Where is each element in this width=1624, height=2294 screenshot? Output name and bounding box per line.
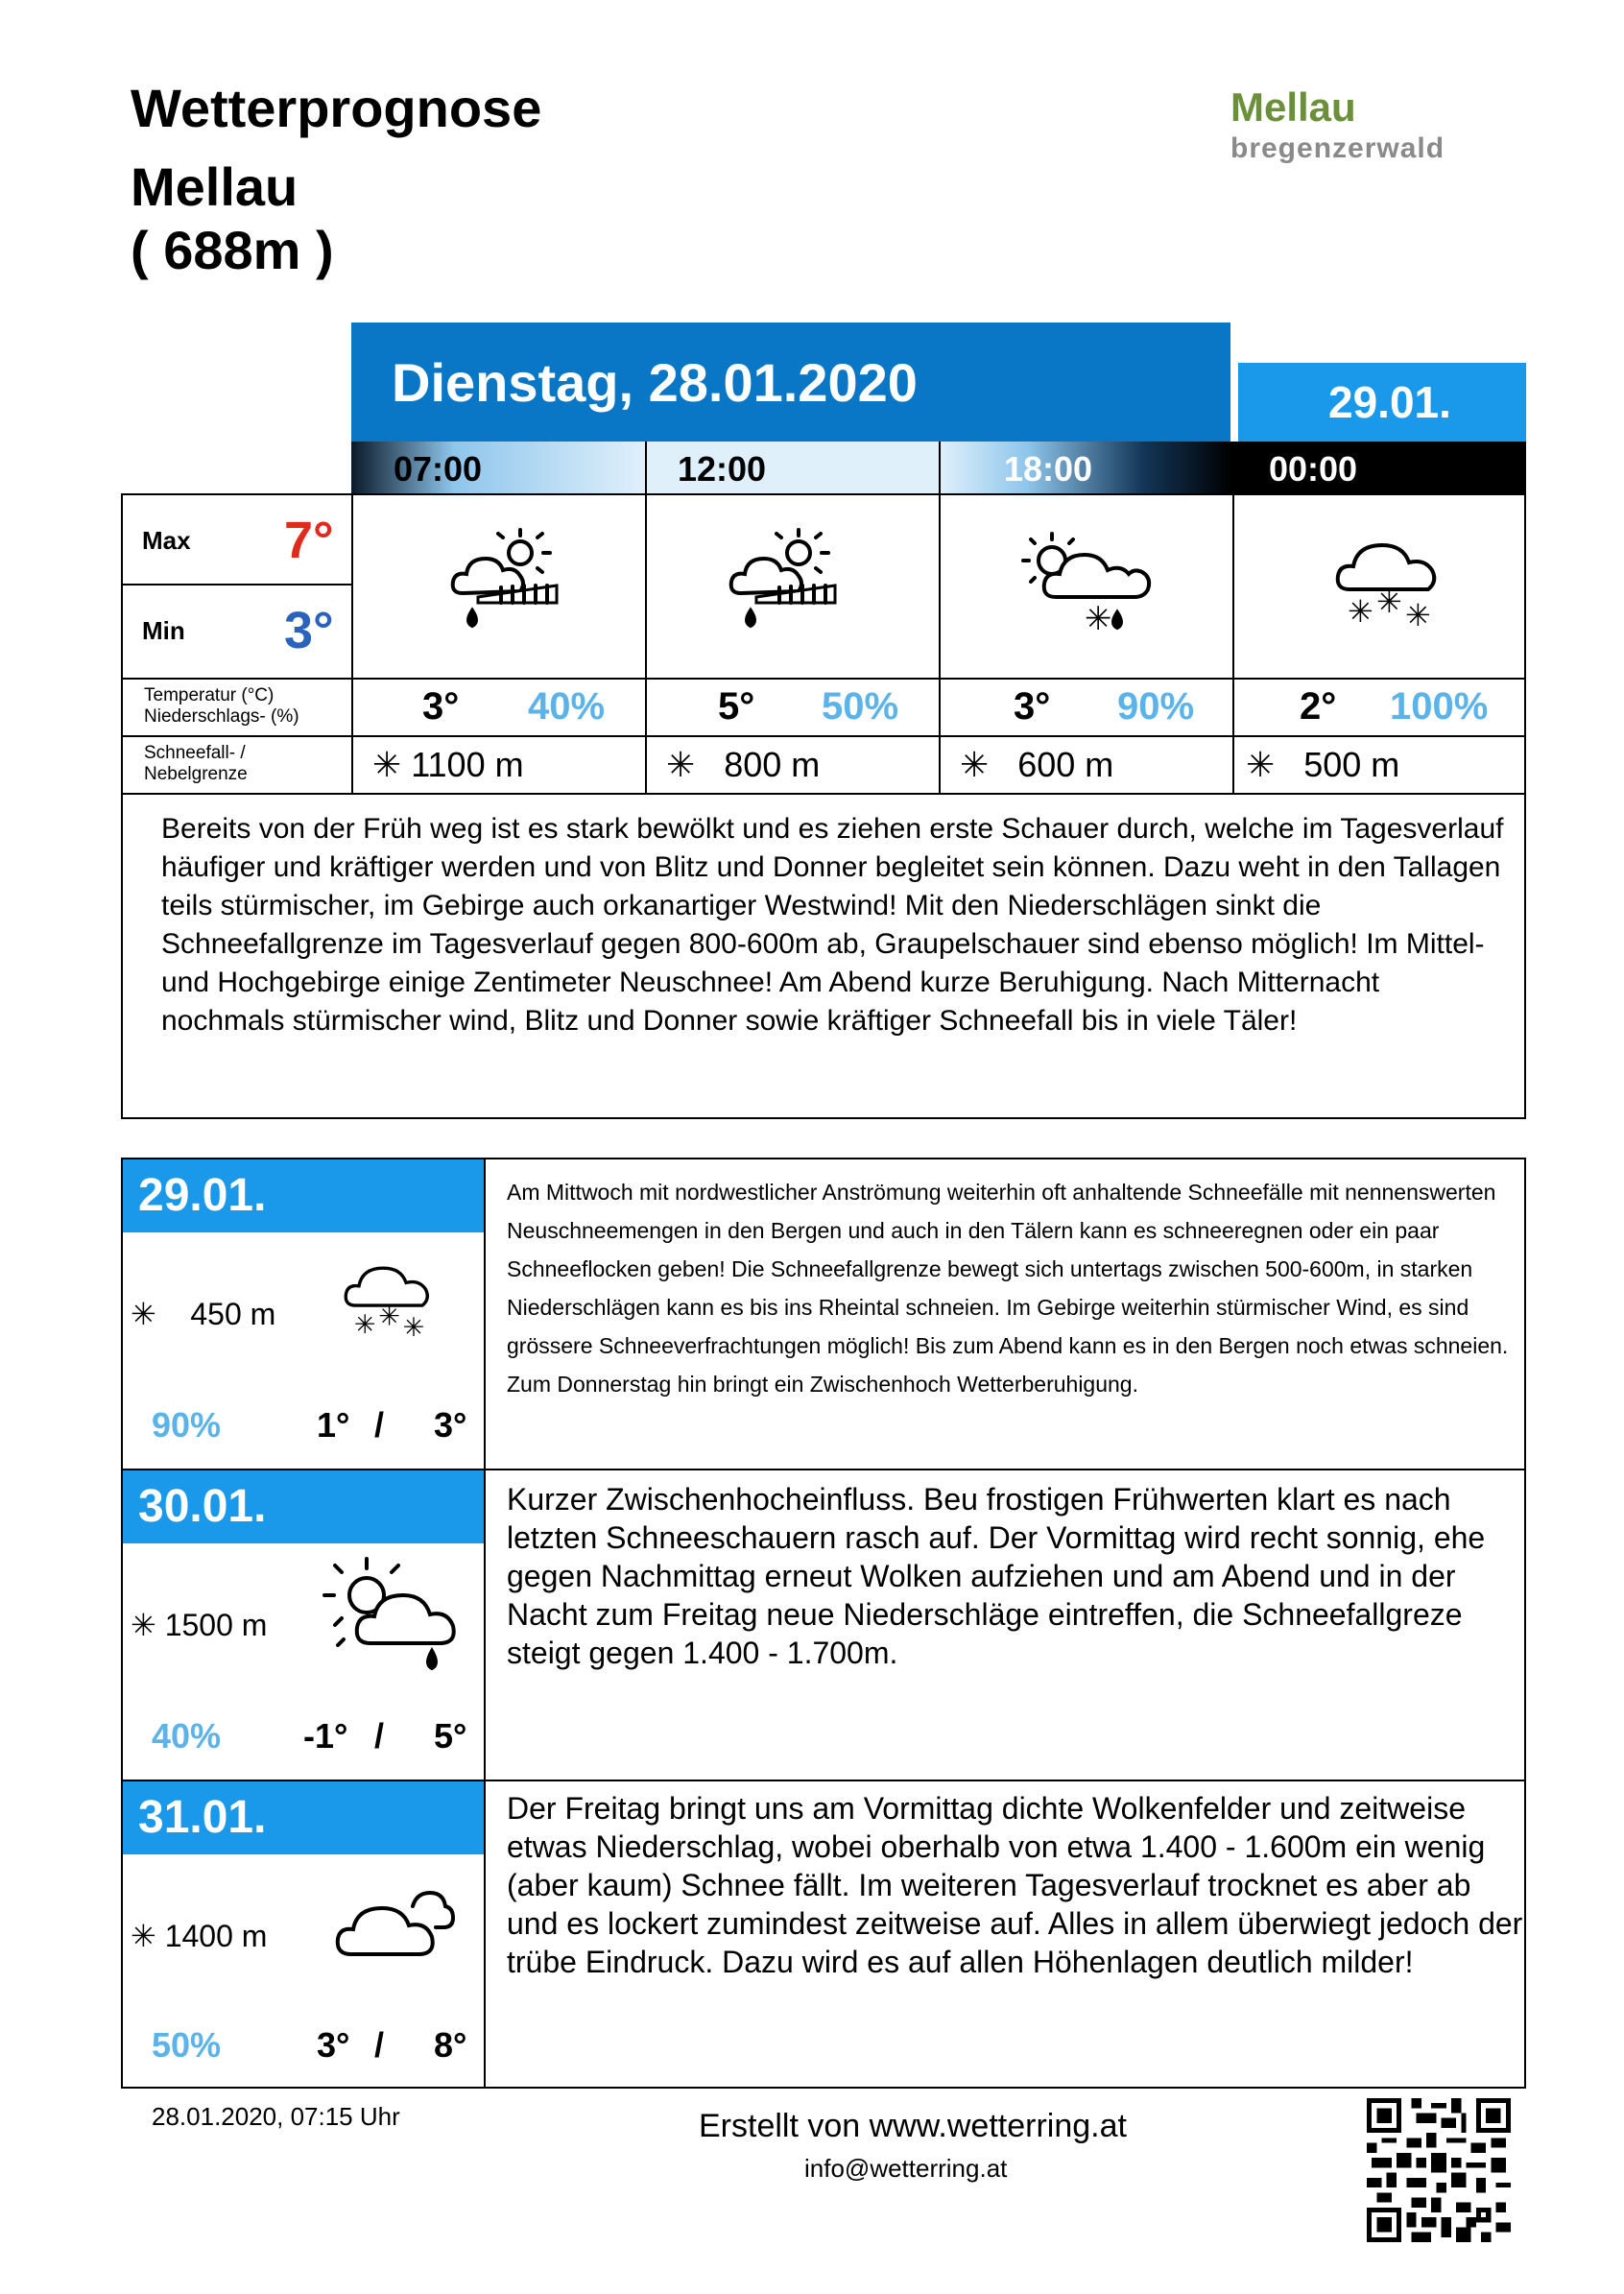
temp-label: Temperatur (°C) Niederschlags- (%): [144, 685, 299, 727]
svg-text:✳: ✳: [1405, 597, 1431, 633]
footer-timestamp: 28.01.2020, 07:15 Uhr: [152, 2102, 400, 2131]
forecast-min: 3°: [317, 2025, 350, 2065]
snowline-label: Schneefall- / Nebelgrenze: [144, 743, 248, 784]
forecast-sep: /: [374, 1716, 385, 1756]
slot-precip: 90%: [1117, 685, 1195, 728]
logo-sub: bregenzerwald: [1230, 132, 1445, 164]
forecast-min: -1°: [303, 1716, 348, 1756]
svg-text:✳: ✳: [402, 1313, 425, 1344]
slot-snowline: ✳ 500 m: [1246, 745, 1400, 785]
min-value: 3°: [284, 602, 334, 659]
max-label: Max: [142, 526, 191, 555]
forecast-snowline: ✳ 450 m: [131, 1296, 276, 1332]
slot-temp: 2°: [1300, 685, 1337, 728]
maxmin-divider: [121, 584, 353, 585]
day-title: Dienstag, 28.01.2020: [392, 352, 918, 413]
forecast-sep: /: [374, 2025, 385, 2065]
svg-text:✳: ✳: [353, 1309, 376, 1340]
max-value: 7°: [284, 512, 334, 569]
svg-text:✳: ✳: [378, 1302, 400, 1332]
slot-snowline: ✳ 600 m: [960, 745, 1114, 785]
slot-snowline: ✳ 1100 m: [372, 745, 524, 785]
forecast-date: 31.01.: [138, 1792, 267, 1843]
forecast-max: 8°: [434, 2025, 467, 2065]
snowflake-icon: ✳: [372, 746, 402, 785]
forecast-text: Kurzer Zwischenhocheinfluss. Beu frostigen Frühwerten klart es nach letzten Schneeschauern rasch auf. Der Vormittag wird recht sonnig, ehe gegen Nachmittag erneut Wolken aufziehen und am Abend und in der Nacht zum Freitag neue Niederschläge eintreffen, die Schneefallgreze steigt gegen 1.400 - 1.700m.: [507, 1482, 1486, 1670]
sun-cloud-sleet-icon: [1021, 526, 1165, 641]
next-day-title: 29.01.: [1328, 377, 1451, 427]
snowflake-icon: ✳: [960, 746, 990, 785]
snowflake-icon: ✳: [131, 1296, 156, 1332]
forecast-text: Der Freitag bringt uns am Vormittag dichte Wolkenfelder und zeitweise etwas Niederschlag, wobei oberhalb von etwa 1.400 - 1.600m ein wenig (aber kaum) Schnee fällt. Im weiteren Tagesverlauf trocknet es aber ab und es lockert zumindest zeitweise auf. Alles in allem überwiegt jedoch der trübe Eindruck. Dazu wird es auf allen Höhenlagen deutlich milder!: [507, 1791, 1523, 1979]
slot-precip: 100%: [1390, 685, 1489, 728]
footer-email[interactable]: info@wetterring.at: [804, 2154, 1008, 2183]
forecast-precip: 40%: [152, 1716, 222, 1756]
forecast-snowline: ✳ 1500 m: [131, 1607, 268, 1643]
forecast-min: 1°: [317, 1405, 350, 1445]
slot-temp: 3°: [422, 685, 460, 728]
forecast-snowline: ✳ 1400 m: [131, 1918, 268, 1954]
slot-precip: 50%: [822, 685, 899, 728]
time-label: 18:00: [1004, 449, 1093, 489]
location-altitude: ( 688m ): [131, 220, 334, 280]
svg-text:✳: ✳: [1085, 600, 1112, 638]
svg-text:✳: ✳: [1348, 593, 1373, 630]
cloud-sun-rain-wind-icon: [722, 526, 847, 632]
snowflake-icon: ✳: [131, 1607, 156, 1643]
forecast-precip: 90%: [152, 1405, 222, 1445]
day-description: Bereits von der Früh weg ist es stark bewölkt und es ziehen erste Schauer durch, welche im Tagesverlauf häufiger und kräftiger werden und von Blitz und Donner begleitet sein können. Dazu weht in den Tallagen teils stürmischer, im Gebirge auch orkanartiger Westwind! Mit den Niederschlägen sinkt die Schneefallgrenze im Tagesverlauf gegen 800-600m ab, Graupelschauer sind ebenso möglich! Im Mittel- und Hochgebirge einige Zentimeter Neuschnee! Am Abend kurze Beruhigung. Nach Mitternacht nochmals stürmischer wind, Blitz und Donner sowie kräftiger Schneefall bis in viele Täler!: [161, 813, 1504, 1037]
min-label: Min: [142, 616, 185, 645]
cloud-snow-icon: [338, 1248, 443, 1353]
snowflake-icon: ✳: [666, 746, 696, 785]
clouds-icon: [332, 1879, 457, 1966]
qr-code-icon: [1367, 2098, 1511, 2247]
snowflake-icon: ✳: [131, 1918, 156, 1954]
forecast-date: 30.01.: [138, 1481, 267, 1532]
forecast-date: 29.01.: [138, 1170, 267, 1221]
forecast-sep: /: [374, 1405, 385, 1445]
slot-temp: 5°: [718, 685, 755, 728]
timebar-divider: [939, 442, 941, 495]
snowflake-icon: ✳: [1246, 746, 1276, 785]
slot-precip: 40%: [528, 685, 606, 728]
forecast-precip: 50%: [152, 2025, 222, 2065]
slot-snowline: ✳ 800 m: [666, 745, 821, 785]
sun-cloud-rain-icon: [321, 1551, 465, 1676]
forecast-max: 5°: [434, 1716, 467, 1756]
timebar-divider: [645, 442, 647, 495]
page-title: Wetterprognose: [131, 78, 542, 138]
cloud-sun-rain-wind-icon: [443, 526, 568, 632]
svg-text:✳: ✳: [1376, 584, 1402, 620]
forecast-max: 3°: [434, 1405, 467, 1445]
time-label: 12:00: [678, 449, 767, 489]
location-name: Mellau: [131, 156, 299, 217]
time-label: 07:00: [394, 449, 483, 489]
forecast-text: Am Mittwoch mit nordwestlicher Anströmung weiterhin oft anhaltende Schneefälle mit nennenswerten Neuschneemengen in den Bergen und auch in den Tälern kann es schneeregnen oder ein paar Schneeflocken geben! Die Schneefallgrenze bewegt sich untertags zwischen 500-600m, in starken Niederschlägen kann es bis ins Rheintal schneien. Im Gebirge weiterhin stürmischer Wind, es sind grössere Schneeverfrachtungen möglich! Bis zum Abend kann es in den Bergen noch etwas schneien. Zum Donnerstag hin bringt ein Zwischenhoch Wetterberuhigung.: [507, 1180, 1509, 1397]
logo-main: Mellau: [1230, 84, 1356, 130]
time-label: 00:00: [1269, 449, 1358, 489]
slot-temp: 3°: [1014, 685, 1051, 728]
footer-credit[interactable]: Erstellt von www.wetterring.at: [699, 2108, 1127, 2144]
cloud-snow-icon: [1328, 526, 1453, 641]
